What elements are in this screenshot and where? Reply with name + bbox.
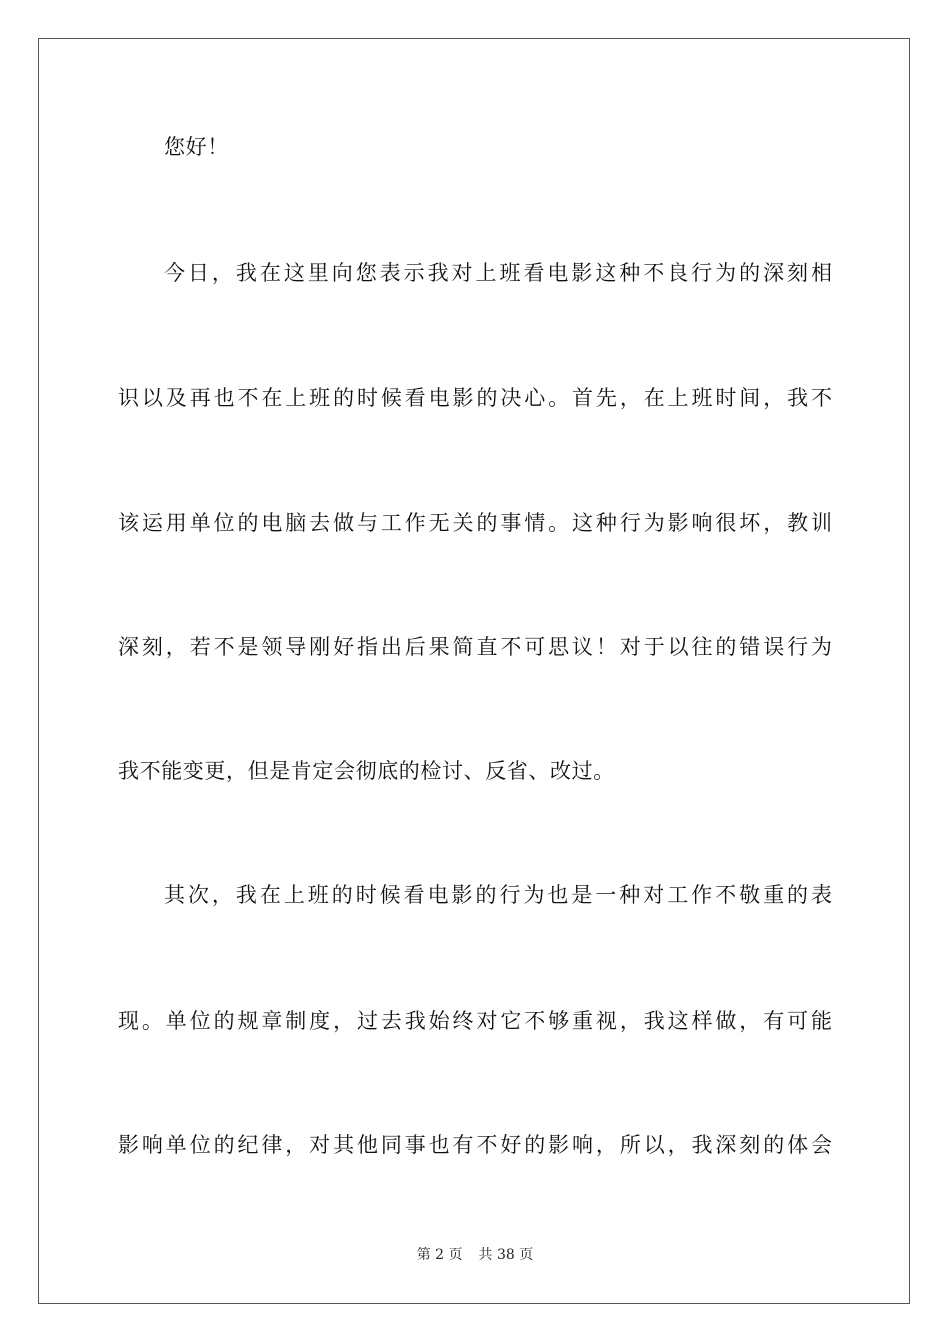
page-border: [38, 38, 910, 1304]
paragraph-1-line-4: 深刻，若不是领导刚好指出后果简直不可思议！对于以往的错误行为: [118, 635, 832, 659]
total-pages: 共 38 页: [478, 1247, 534, 1263]
paragraph-2-line-2: 现。单位的规章制度，过去我始终对它不够重视，我这样做，有可能: [118, 1009, 832, 1033]
page-footer: [0, 1246, 950, 1264]
greeting-text: 您好！: [164, 135, 229, 159]
paragraph-1-line-5: 我不能变更，但是肯定会彻底的检讨、反省、改过。: [118, 759, 615, 783]
paragraph-1-line-3: 该运用单位的电脑去做与工作无关的事情。这种行为影响很坏，教训: [118, 511, 832, 535]
page-number: 第 2 页: [416, 1247, 463, 1263]
paragraph-2-line-3: 影响单位的纪律，对其他同事也有不好的影响，所以，我深刻的体会: [118, 1133, 832, 1157]
paragraph-1-line-2: 识以及再也不在上班的时候看电影的决心。首先，在上班时间，我不: [118, 386, 832, 410]
paragraph-2-line-1: 其次，我在上班的时候看电影的行为也是一种对工作不敬重的表: [164, 883, 832, 907]
paragraph-1-line-1: 今日，我在这里向您表示我对上班看电影这种不良行为的深刻相: [164, 261, 832, 285]
